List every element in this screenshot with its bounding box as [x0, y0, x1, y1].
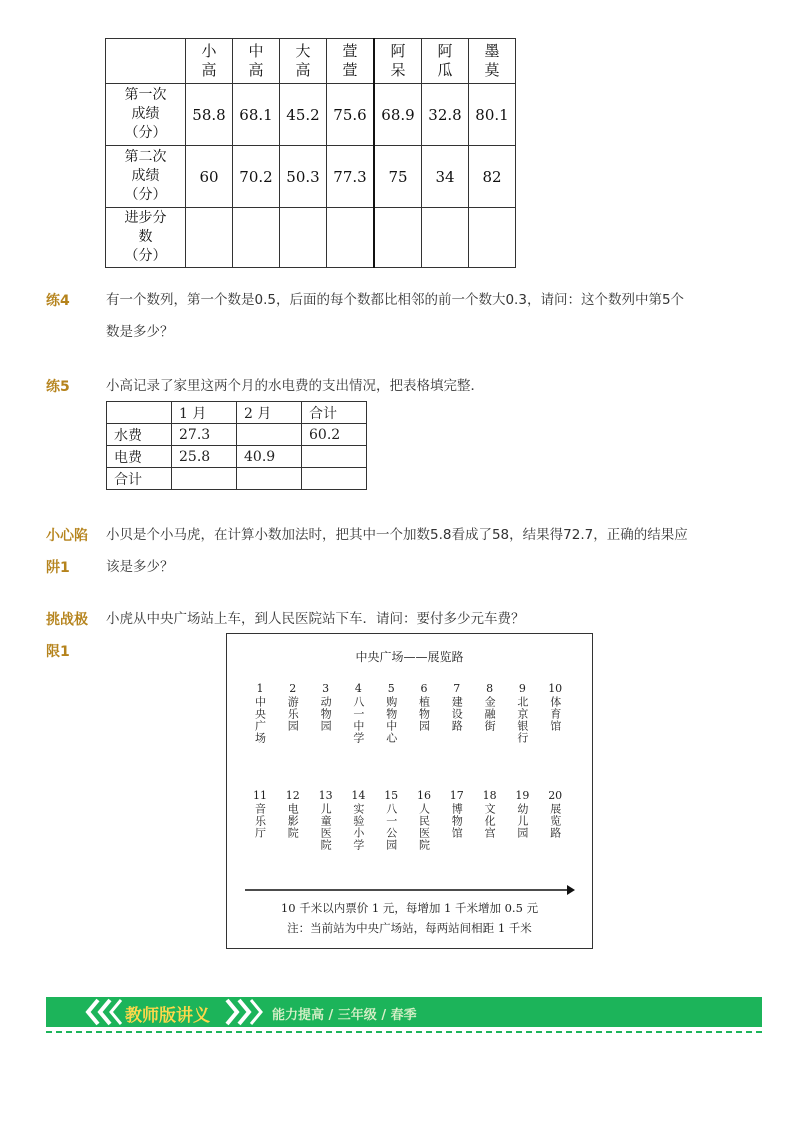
route-station — [381, 788, 401, 851]
station-name: 幼儿园 — [515, 803, 529, 839]
table-row — [106, 146, 516, 208]
score-cell: 45.2 — [280, 84, 327, 146]
route-station — [250, 788, 270, 839]
trap-line2: 该是多少？ — [106, 559, 174, 575]
empty-cell — [422, 208, 469, 268]
bill-cell: 25.8 — [172, 446, 237, 468]
score-cell: 82 — [469, 146, 516, 208]
exercise-4-line2: 数是多少？ — [106, 324, 174, 340]
score-cell: 68.9 — [374, 84, 422, 146]
fare-note: 10 千米以内票价 1 元，每增加 1 千米增加 0.5 元 — [280, 901, 539, 915]
route-station — [381, 681, 401, 744]
station-name: 动物园 — [319, 696, 333, 732]
station-name: 八一中学 — [351, 696, 365, 744]
student-name: 中 高 — [233, 39, 280, 84]
route-station — [283, 681, 303, 732]
chevron-left-icon — [82, 997, 122, 1027]
exercise-5-text: 小高记录了家里这两个月的水电费的支出情况，把表格填完整． — [106, 378, 484, 394]
bill-cell: 40.9 — [237, 446, 302, 468]
bill-cell: 电费 — [107, 446, 172, 468]
score-cell: 70.2 — [233, 146, 280, 208]
station-number: 17 — [449, 789, 464, 802]
empty-cell — [186, 208, 233, 268]
challenge-label-line1: 挑战极 — [46, 612, 88, 628]
station-name: 游乐园 — [286, 696, 300, 732]
footer-banner — [46, 997, 762, 1027]
challenge-text: 小虎从中央广场站上车，到人民医院站下车．请问：要付多少元车费？ — [106, 611, 525, 627]
bill-header: 2 月 — [237, 402, 302, 424]
station-number: 7 — [453, 682, 461, 695]
station-note: 注：当前站为中央广场站，每两站间相距 1 千米 — [287, 921, 532, 935]
score-cell: 50.3 — [280, 146, 327, 208]
exercise-5-label: 练5 — [46, 379, 70, 395]
table-row — [106, 208, 516, 268]
station-name: 体育馆 — [548, 696, 562, 732]
student-name: 小 高 — [186, 39, 233, 84]
station-name: 电影院 — [286, 803, 300, 839]
station-number: 12 — [285, 789, 300, 802]
challenge-label-line2: 限1 — [46, 644, 70, 660]
score-cell: 75.6 — [327, 84, 375, 146]
bill-cell — [302, 468, 367, 490]
student-name: 阿 呆 — [374, 39, 422, 84]
station-name: 建设路 — [450, 696, 464, 732]
station-number: 2 — [289, 682, 297, 695]
trap-label-line1: 小心陷 — [46, 528, 88, 544]
station-name: 文化宫 — [483, 803, 497, 839]
bill-cell — [302, 446, 367, 468]
chevron-right-icon — [224, 997, 264, 1027]
empty-cell — [469, 208, 516, 268]
score-cell: 68.1 — [233, 84, 280, 146]
station-number: 15 — [384, 789, 399, 802]
route-station — [414, 788, 434, 851]
corner-cell — [106, 39, 186, 84]
route-station — [316, 681, 336, 732]
bill-cell — [172, 468, 237, 490]
route-station — [348, 788, 368, 851]
route-station — [414, 681, 434, 732]
bill-header — [107, 402, 172, 424]
station-number: 10 — [548, 682, 563, 695]
score-table-header — [106, 39, 516, 84]
score-table — [105, 38, 516, 268]
student-name: 大 高 — [280, 39, 327, 84]
score-cell: 75 — [374, 146, 422, 208]
station-number: 19 — [515, 789, 530, 802]
bill-cell: 合计 — [107, 468, 172, 490]
empty-cell — [280, 208, 327, 268]
route-station — [250, 681, 270, 744]
bill-table — [106, 401, 367, 490]
footer-subtitle: 能力提高 / 三年级 / 春季 — [272, 1008, 417, 1023]
bill-cell: 27.3 — [172, 424, 237, 446]
route-station — [480, 788, 500, 839]
station-name: 北京银行 — [515, 696, 529, 744]
exercise-4-label: 练4 — [46, 293, 70, 309]
direction-arrow — [245, 884, 575, 896]
bill-header: 1 月 — [172, 402, 237, 424]
row-label: 第二次 成绩 （分） — [106, 146, 186, 208]
table-row — [107, 424, 367, 446]
station-name: 音乐厅 — [253, 803, 267, 839]
station-number: 6 — [420, 682, 428, 695]
route-station — [545, 788, 565, 839]
route-map — [226, 633, 593, 949]
empty-cell — [374, 208, 422, 268]
empty-cell — [327, 208, 375, 268]
station-name: 购物中心 — [384, 696, 398, 744]
footer-title: 教师版讲义 — [125, 1006, 210, 1026]
table-row — [106, 84, 516, 146]
table-row — [107, 446, 367, 468]
table-row — [107, 468, 367, 490]
route-station — [447, 788, 467, 839]
station-number: 11 — [253, 789, 267, 802]
station-number: 16 — [417, 789, 431, 802]
empty-cell — [233, 208, 280, 268]
exercise-4-line1: 有一个数列，第一个数是0.5，后面的每个数都比相邻的前一个数大0.3，请问：这个数列中第5个 — [106, 292, 685, 308]
trap-label-line2: 阱1 — [46, 560, 70, 576]
route-station — [447, 681, 467, 732]
station-number: 20 — [548, 789, 563, 802]
row-label: 第一次 成绩 （分） — [106, 84, 186, 146]
station-name: 博物馆 — [450, 803, 464, 839]
station-number: 3 — [322, 682, 330, 695]
route-station — [283, 788, 303, 839]
student-name: 阿 瓜 — [422, 39, 469, 84]
score-cell: 77.3 — [327, 146, 375, 208]
bill-cell — [237, 468, 302, 490]
station-number: 5 — [387, 682, 395, 695]
row-label: 进步分 数 （分） — [106, 208, 186, 268]
station-number: 4 — [354, 682, 362, 695]
footer-divider — [46, 1031, 762, 1033]
station-name: 实验小学 — [351, 803, 365, 851]
bill-cell — [237, 424, 302, 446]
student-name: 墨 莫 — [469, 39, 516, 84]
route-station — [348, 681, 368, 744]
station-number: 13 — [318, 789, 333, 802]
score-cell: 32.8 — [422, 84, 469, 146]
station-number: 9 — [518, 682, 526, 695]
station-name: 金融街 — [483, 696, 497, 732]
station-name: 八一公园 — [384, 803, 398, 851]
station-name: 人民医院 — [417, 803, 431, 851]
table-row — [107, 402, 367, 424]
station-number: 8 — [486, 682, 494, 695]
station-name: 中央广场 — [253, 696, 267, 744]
bill-cell: 60.2 — [302, 424, 367, 446]
station-name: 儿童医院 — [319, 803, 333, 851]
route-station — [480, 681, 500, 732]
student-name: 萱 萱 — [327, 39, 375, 84]
station-name: 植物园 — [417, 696, 431, 732]
route-station — [316, 788, 336, 851]
score-cell: 34 — [422, 146, 469, 208]
score-cell: 80.1 — [469, 84, 516, 146]
station-number: 14 — [351, 789, 366, 802]
station-number: 18 — [482, 789, 497, 802]
trap-line1: 小贝是个小马虎，在计算小数加法时，把其中一个加数5.8看成了58，结果得72.7，正确的结果应 — [106, 527, 688, 543]
route-title: 中央广场——展览路 — [355, 650, 464, 664]
bill-cell: 水费 — [107, 424, 172, 446]
score-cell: 58.8 — [186, 84, 233, 146]
station-number: 1 — [256, 682, 264, 695]
station-name: 展览路 — [548, 803, 562, 839]
score-cell: 60 — [186, 146, 233, 208]
bill-header: 合计 — [302, 402, 367, 424]
route-station — [512, 788, 532, 839]
route-station — [545, 681, 565, 732]
route-station — [512, 681, 532, 744]
